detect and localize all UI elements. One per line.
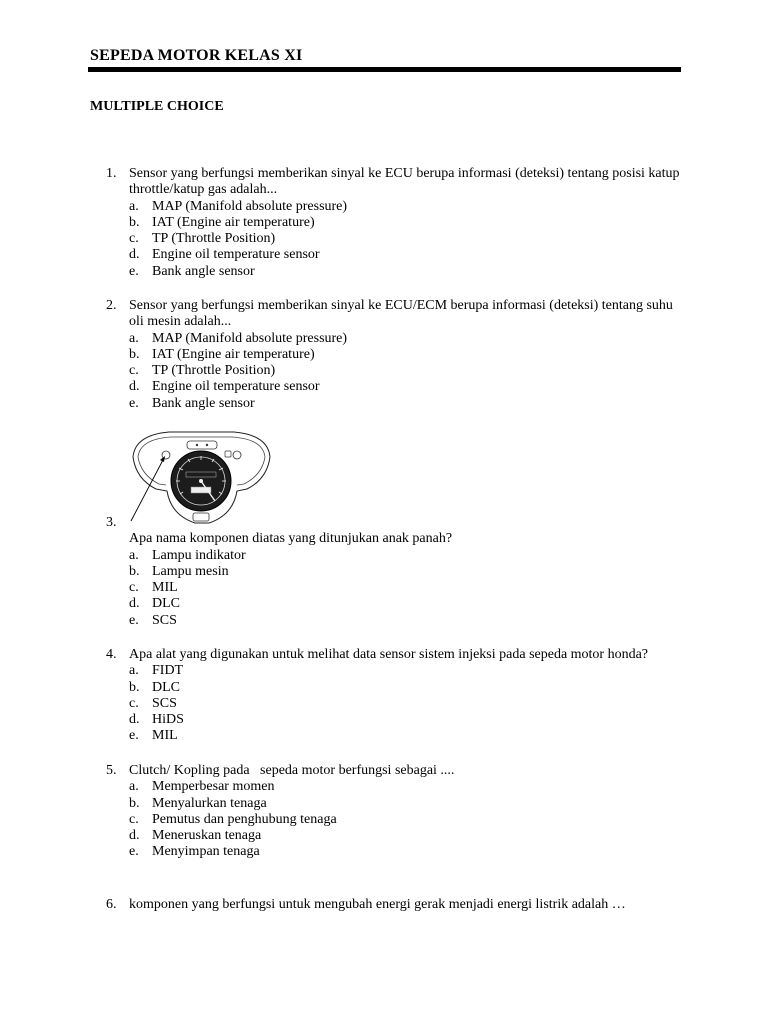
speedometer-drawing	[129, 427, 274, 526]
option-a[interactable]: a. MAP (Manifold absolute pressure)	[129, 330, 348, 346]
header-rule	[88, 67, 681, 72]
option-d[interactable]: d. HiDS	[129, 712, 184, 728]
question-number: 1.	[106, 166, 117, 181]
option-d[interactable]: d. Engine oil temperature sensor	[129, 247, 320, 263]
option-list	[129, 779, 337, 860]
option-e[interactable]: e. MIL	[129, 728, 178, 744]
question-line: Apa alat yang digunakan untuk melihat data sensor sistem injeksi pada sepeda motor honda?	[129, 647, 649, 662]
option-list	[129, 331, 347, 412]
question-text	[129, 298, 689, 331]
option-b[interactable]: b. Lampu mesin	[129, 563, 229, 579]
question-line: oli mesin adalah...	[129, 314, 232, 330]
option-d[interactable]: d. DLC	[129, 596, 180, 612]
option-list	[129, 199, 347, 280]
option-a[interactable]: a. MAP (Manifold absolute pressure)	[129, 198, 348, 214]
option-c[interactable]: c. Pemutus dan penghubung tenaga	[129, 811, 337, 827]
option-list	[129, 548, 246, 629]
option-c[interactable]: c. SCS	[129, 695, 177, 711]
option-b[interactable]: b. Menyalurkan tenaga	[129, 795, 267, 811]
option-c[interactable]: c. MIL	[129, 580, 178, 596]
option-b[interactable]: b. IAT (Engine air temperature)	[129, 214, 315, 230]
question-text	[129, 531, 689, 547]
option-e[interactable]: e. Menyimpan tenaga	[129, 844, 260, 860]
option-e[interactable]: e. Bank angle sensor	[129, 395, 255, 411]
question-text	[129, 897, 689, 913]
option-c[interactable]: c. TP (Throttle Position)	[129, 231, 276, 247]
option-b[interactable]: b. DLC	[129, 679, 180, 695]
option-d[interactable]: d. Meneruskan tenaga	[129, 828, 262, 844]
question-number: 2.	[106, 298, 117, 313]
question-line: Clutch/ Kopling pada sepeda motor berfungsi sebagai ....	[129, 763, 455, 778]
question-text	[129, 763, 689, 779]
section-title: MULTIPLE CHOICE	[90, 99, 224, 114]
question-text	[129, 166, 689, 199]
option-c[interactable]: c. TP (Throttle Position)	[129, 363, 276, 379]
question-number: 5.	[106, 763, 117, 778]
option-b[interactable]: b. IAT (Engine air temperature)	[129, 346, 315, 362]
question-number: 4.	[106, 647, 117, 662]
question-line: Apa nama komponen diatas yang ditunjukan anak panah?	[129, 531, 453, 547]
option-a[interactable]: a. Memperbesar momen	[129, 779, 275, 795]
speedometer-illustration	[129, 427, 274, 526]
option-list	[129, 663, 184, 744]
option-e[interactable]: e. Bank angle sensor	[129, 263, 255, 279]
option-e[interactable]: e. SCS	[129, 612, 177, 628]
question-line: komponen yang berfungsi untuk mengubah energi gerak menjadi energi listrik adalah …	[129, 897, 626, 912]
question-line: throttle/katup gas adalah...	[129, 182, 278, 198]
question-number: 3.	[106, 515, 117, 530]
option-a[interactable]: a. Lampu indikator	[129, 547, 246, 563]
option-d[interactable]: d. Engine oil temperature sensor	[129, 379, 320, 395]
question-line: Sensor yang berfungsi memberikan sinyal ke ECU/ECM berupa informasi (deteksi) tentang suhu	[129, 298, 673, 313]
option-a[interactable]: a. FIDT	[129, 663, 184, 679]
question-number: 6.	[106, 897, 117, 912]
question-line: Sensor yang berfungsi memberikan sinyal ke ECU berupa informasi (deteksi) tentang posisi katup	[129, 166, 680, 181]
page-title: SEPEDA MOTOR KELAS XI	[90, 47, 303, 64]
question-text	[129, 647, 689, 663]
